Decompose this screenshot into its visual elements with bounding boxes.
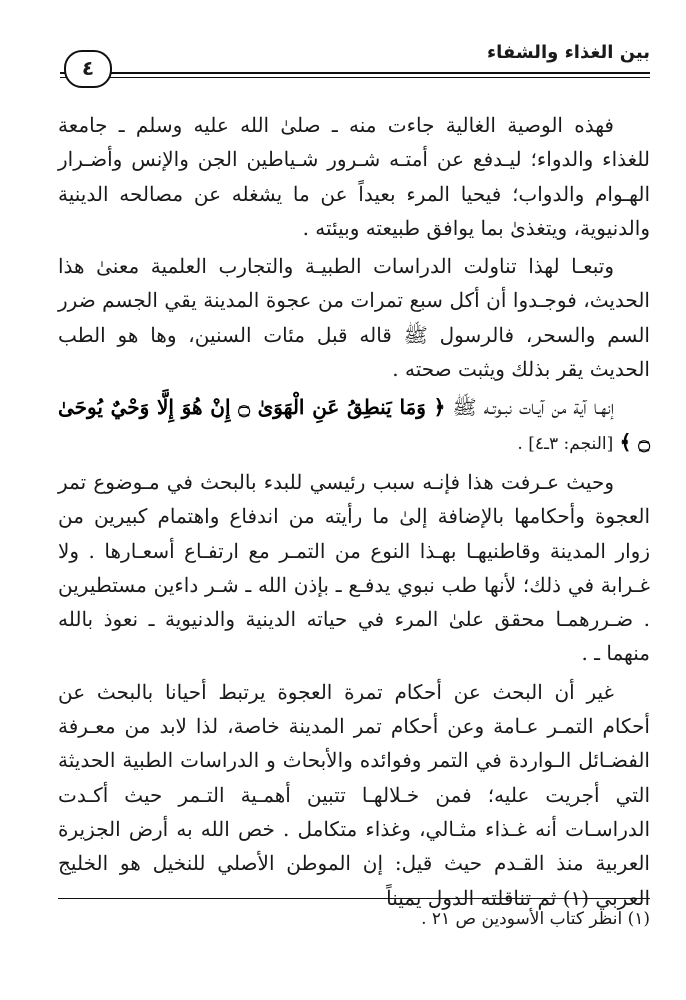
footnote: (١) انظر كتاب الأسودين ص ٢١ . xyxy=(421,909,650,929)
paragraph-4: وحيث عـرفت هذا فإنـه سبب رئيسي للبدء بالبحث في مـوضوع تمر العجوة وأحكامها بالإضافة إلىٰ ما رأيته من اندفاع واهتمام كبيرين من زوار المدينة وقاطنيهـا بهـذا النوع من التمـر مع ارتفـاع أسعـارها . ولا غـرابة في ذلك؛ لأنها طب نبوي يدفـع ـ بإذن الله ـ شـر داءين مستطيرين . ضـررهمـا محقق علىٰ المرء في حياته الدينية والدنيوية ـ نعوذ بالله منهما ـ . xyxy=(58,469,651,666)
header-rule xyxy=(60,72,650,74)
paragraph-1: فهذه الوصية الغالية جاءت منه ـ صلىٰ الله عليه وسلم ـ جامعة للغذاء والدواء؛ ليـدفع عن أمتـه شـرور شـياطين الجن والإنس وأضـرار الهـوام والدواب؛ فيحيا المرء بعيداً عن ما يشغله عن مصالحه الدينية والدنيوية، ويتغذىٰ بما يوافق طبيعته وبيئته . xyxy=(58,113,651,240)
page-header xyxy=(60,40,650,84)
paragraph-5: غير أن البحث عن أحكام تمرة العجوة يرتبط أحيانا بالبحث عن أحكام التمـر عـامة وعن أحكام تمر المدينة خاصة، لذا لابد من معـرفة الفضـائل الـواردة في التمر وفوائده والأبحاث و الدراسات الطبية الحديثة التي أجريت عليه؛ فمن خـلالهـا تتبين أهمـية التـمر حيث أكـدت الدراسـات أنه غـذاء مثـالي، وغذاء متكامل . خص الله به أرض الجزيرة العربية منذ القـدم حيث قيل: إن الموطن الأصلي للنخيل هو الخليج العربي (١) ثم تناقلته الدول يميناً xyxy=(58,679,650,910)
page-number: ٤ xyxy=(64,50,112,88)
quran-reference: [النجم: ٣ـ٤] . xyxy=(517,433,614,454)
running-title: بين الغذاء والشفاء xyxy=(486,42,650,63)
main-text xyxy=(58,108,650,919)
header-rule-thin xyxy=(60,77,650,78)
paragraph-2: وتبعـا لهذا تناولت الدراسات الطبيـة والتجارب العلمية معنىٰ هذا الحديث، فوجـدوا أن أكل سبع تمرات من عجوة المدينة يقي الجسم ضرر السم والسحر، فالرسول ﷺ قاله قبل مئات السنين، وها هو الطب الحديث يقر بذلك ويثبت صحته . xyxy=(58,254,650,382)
footnote-separator xyxy=(58,898,650,899)
quran-verse: ﴿ وَمَا يَنطِقُ عَنِ الْهَوَىٰ ۝ إِنْ هُوَ إِلَّا وَحْيٌ يُوحَىٰ ۝ ﴾ xyxy=(58,395,650,454)
paragraph-3 xyxy=(58,390,650,461)
quran-intro: إنهـا آية من آيـات نبـوتـه ﷺ xyxy=(452,395,615,420)
